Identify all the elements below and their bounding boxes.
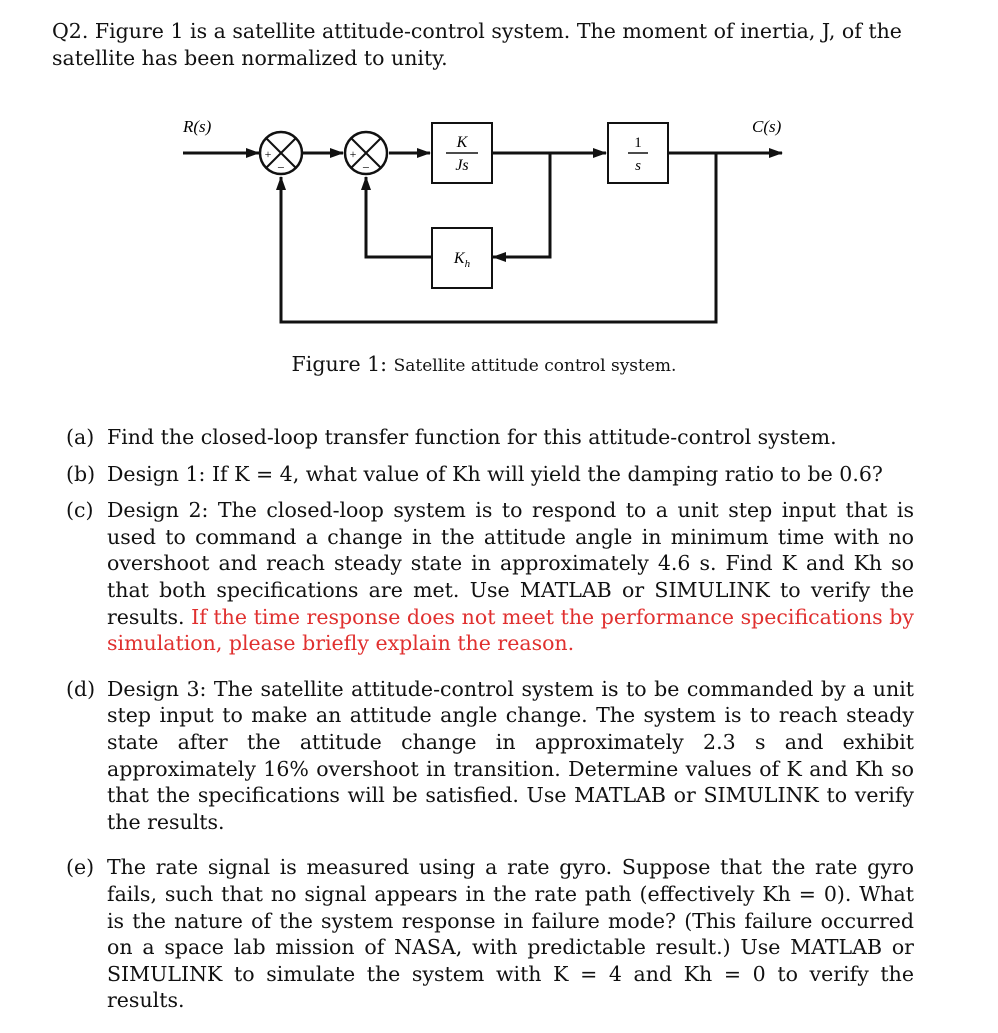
part-c bbox=[66, 497, 914, 657]
intro-line-2: satellite has been normalized to unity. bbox=[52, 46, 448, 70]
block2-numerator: 1 bbox=[634, 135, 642, 151]
input-label: R(s) bbox=[183, 117, 212, 136]
block-diagram bbox=[0, 0, 998, 345]
sum2-plus: + bbox=[349, 147, 357, 161]
part-d-text: Design 3: The satellite attitude-control system is to be commanded by a unit step input to make an attitude angle change. The system is to reach steady state after the attitude change in approximately 2.3 s and exhibit approximately 16% overshoot in transition. Determine values of K and Kh so that the specifications will be satisfied. Use MATLAB or SIMULINK to verify the results. bbox=[107, 676, 914, 834]
part-b-label: (b) bbox=[66, 461, 96, 486]
block1-numerator: K bbox=[456, 134, 468, 151]
part-e-label: (e) bbox=[66, 855, 95, 880]
part-a-text: Find the closed-loop transfer function for this attitude-control system. bbox=[107, 425, 837, 449]
part-c-body bbox=[107, 497, 914, 657]
part-c-highlight: If the time response does not meet the performance specifications by simulation, please briefly explain the reason. bbox=[107, 604, 914, 656]
part-a-label: (a) bbox=[66, 425, 95, 449]
part-e-text: The rate signal is measured using a rate gyro. Suppose that the rate gyro fails, such that no signal appears in the rate path (effectively Kh = 0). What is the nature of the system response in failure mode? (This failure occurred on a space lab mission of NASA, with predictable result.) Use MATLAB or SIMULINK to simulate the system with K = 4 and Kh = 0 to verify the results. bbox=[107, 855, 914, 1013]
figure-caption-text: Satellite attitude control system. bbox=[393, 356, 677, 376]
intro-line-1: Figure 1 is a satellite attitude-control system. The moment of inertia, J, of the bbox=[94, 19, 902, 43]
block-k-over-js bbox=[432, 123, 492, 183]
block-kh bbox=[432, 228, 492, 288]
part-b bbox=[66, 461, 914, 488]
sum1-minus: − bbox=[277, 160, 285, 175]
part-c-text: Design 2: The closed-loop system is to respond to a unit step input that is used to command a change in the attitude angle in minimum time with no overshoot and reach steady state in approximately 4.6 s. Find K and Kh so that both specifications are met. Use MATLAB or SIMULINK to verify the results. bbox=[107, 498, 914, 629]
block1-denominator: Js bbox=[455, 157, 469, 174]
rate-feedback-path bbox=[493, 153, 550, 257]
figure-label: Figure 1: bbox=[291, 352, 388, 376]
part-d-label: (d) bbox=[66, 676, 96, 701]
kh-main: K bbox=[453, 250, 465, 267]
sum2-minus: − bbox=[362, 160, 370, 175]
figure-caption bbox=[0, 352, 968, 376]
question-parts bbox=[66, 424, 914, 1033]
part-e bbox=[66, 854, 914, 1014]
part-a bbox=[66, 424, 914, 451]
output-label: C(s) bbox=[752, 117, 782, 136]
summing-junction-2 bbox=[345, 132, 387, 175]
sum1-plus: + bbox=[264, 147, 272, 161]
question-number: Q2. bbox=[52, 19, 89, 43]
summing-junction-1 bbox=[260, 132, 302, 175]
block2-denominator: s bbox=[635, 158, 641, 174]
block-1-over-s bbox=[608, 123, 668, 183]
part-c-label: (c) bbox=[66, 498, 94, 523]
part-d bbox=[66, 676, 914, 836]
kh-to-sum2-path bbox=[366, 177, 432, 257]
part-b-text: Design 1: If K = 4, what value of Kh will yield the damping ratio to be 0.6? bbox=[107, 461, 883, 486]
kh-sub: h bbox=[464, 258, 471, 270]
